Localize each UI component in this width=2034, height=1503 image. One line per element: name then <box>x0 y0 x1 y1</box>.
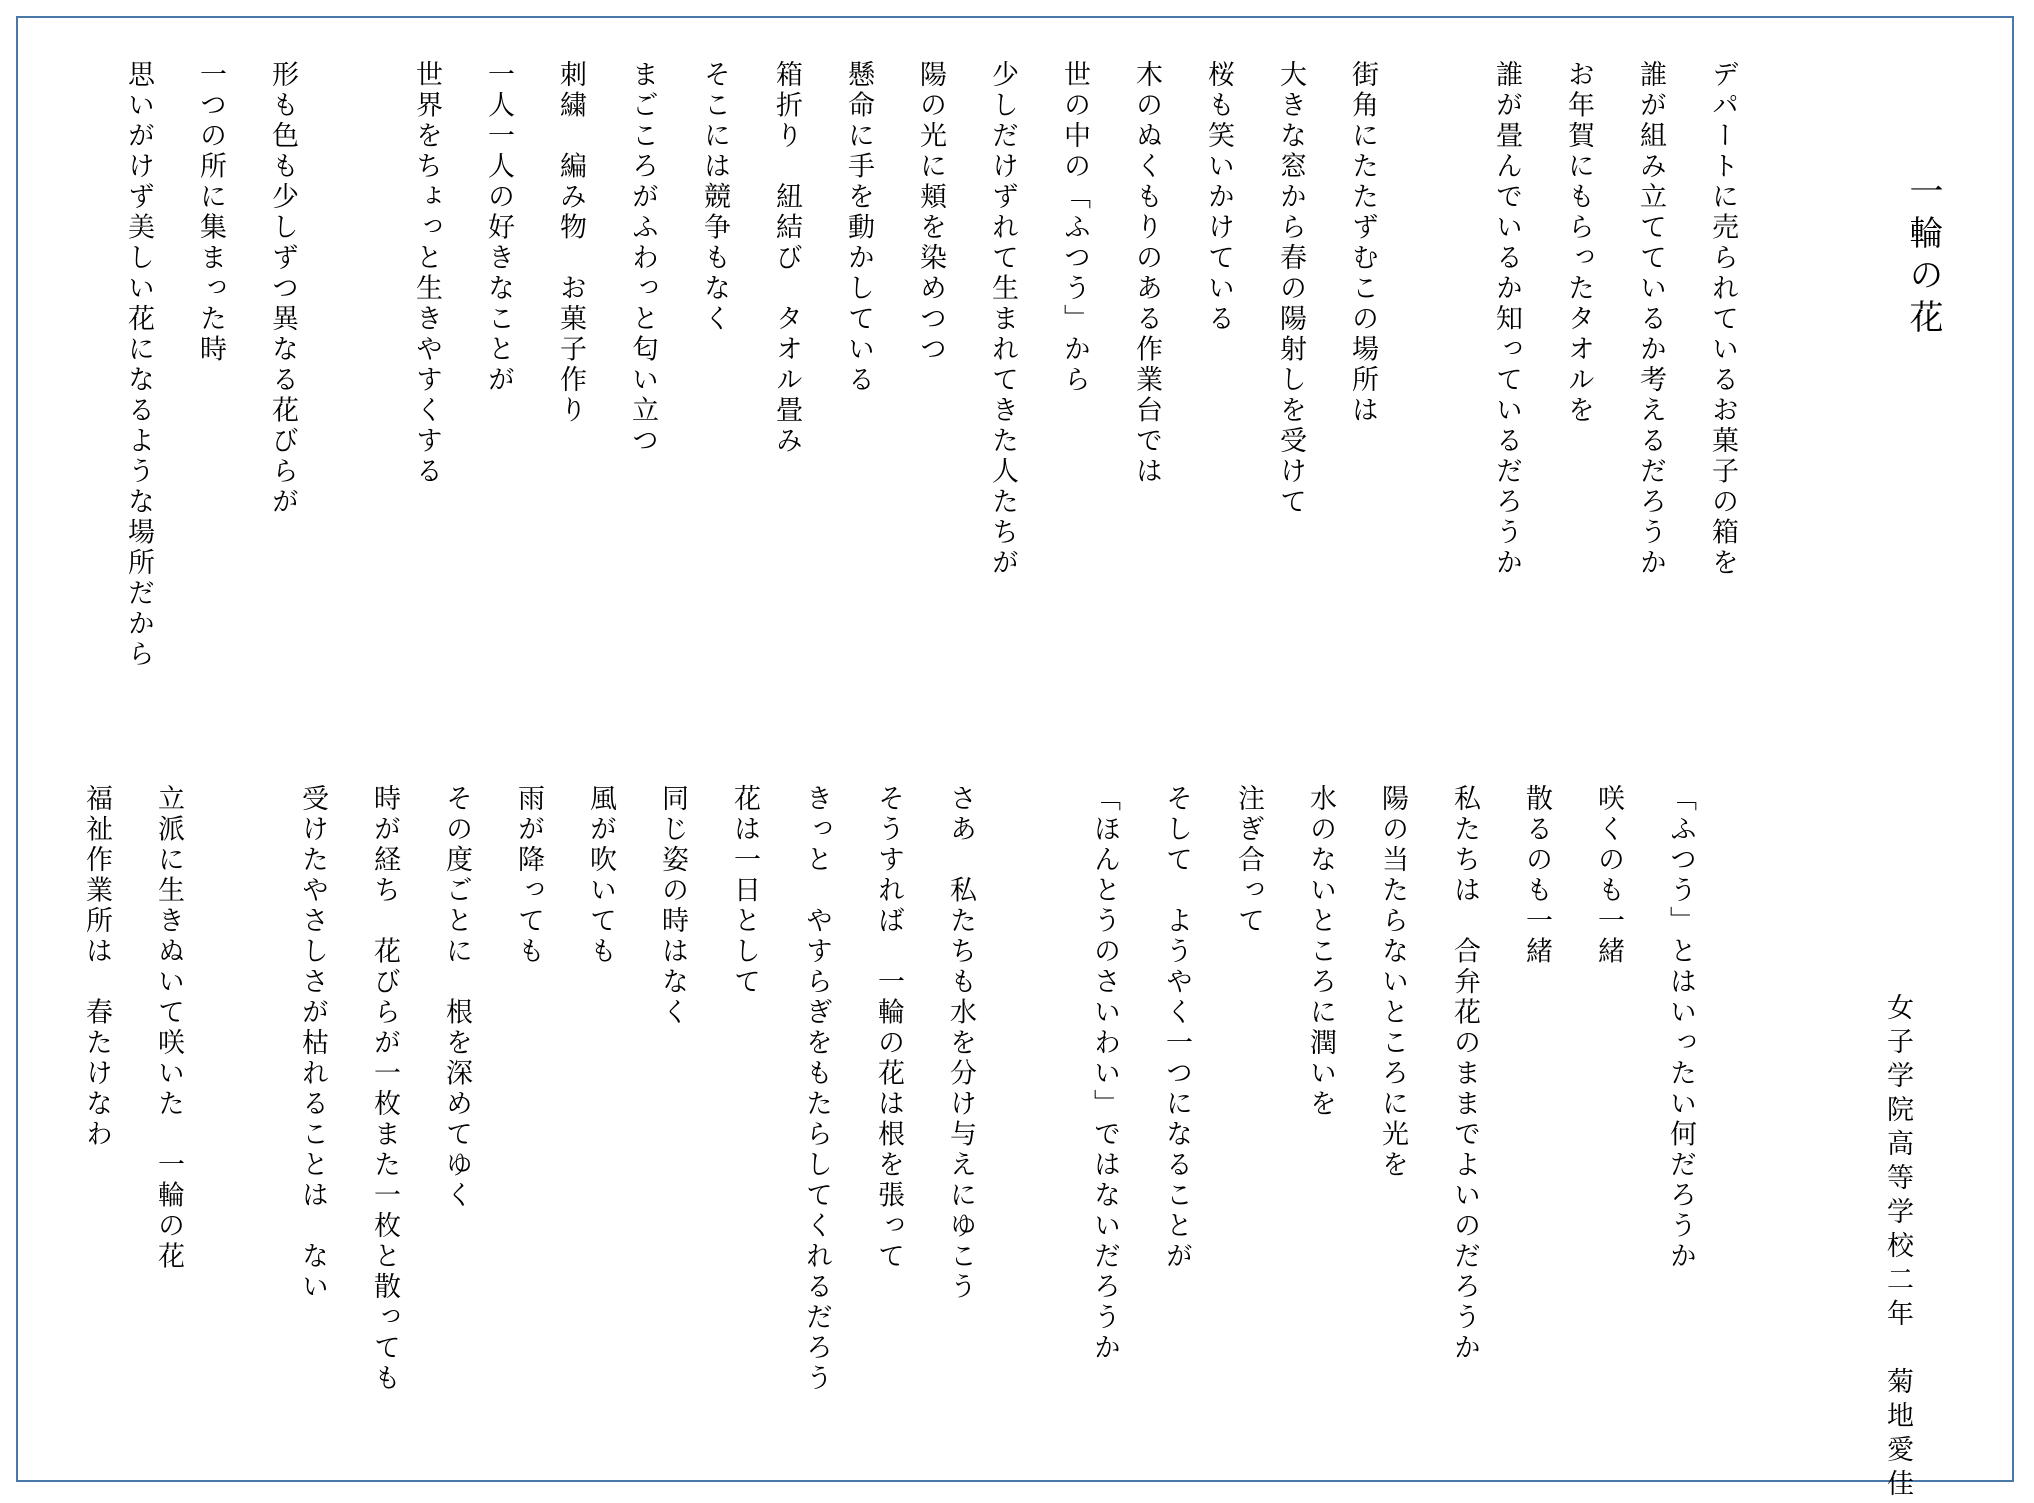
poem-line: 陽の当たらないところに光を <box>1377 784 1408 1181</box>
poem-line: 桜も笑いかけている <box>1203 60 1234 335</box>
poem-line: 懸命に手を動かしている <box>843 60 874 396</box>
poem-line: 陽の光に頬を染めつつ <box>915 60 946 365</box>
poem-line: 一つの所に集まった時 <box>195 60 226 365</box>
poem-line: さあ 私たちも水を分け与えにゆこう <box>945 784 976 1303</box>
poem-line: 形も色も少しずつ異なる花びらが <box>267 60 298 518</box>
poem-line: 注ぎ合って <box>1233 784 1264 937</box>
poem-line: きっと やすらぎをもたらしてくれるだろう <box>801 784 832 1394</box>
poem-line: 福祉作業所は 春たけなわ <box>81 784 112 1150</box>
poem-line: 「ふつう」とはいったい何だろうか <box>1665 784 1696 1272</box>
poem-line: そこには競争もなく <box>699 60 730 335</box>
poem-line: 誰が畳んでいるか知っているだろうか <box>1491 60 1522 579</box>
poem-line: 時が経ち 花びらが一枚また一枚と散っても <box>369 784 400 1394</box>
poem-line: 「ほんとうのさいわい」ではないだろうか <box>1089 784 1120 1364</box>
poem-line: 水のないところに潤いを <box>1305 784 1336 1120</box>
poem-line: 思いがけず美しい花になるような場所だから <box>123 60 154 670</box>
poem-line: その度ごとに 根を深めてゆく <box>441 784 472 1211</box>
poem-line: 誰が組み立てているか考えるだろうか <box>1635 60 1666 579</box>
poem-line: そして ようやく一つになることが <box>1161 784 1192 1272</box>
poem-line: 木のぬくもりのある作業台では <box>1131 60 1162 487</box>
poem-line: 咲くのも一緒 <box>1593 784 1624 967</box>
poem-line: 受けたやさしさが枯れることは ない <box>297 784 328 1303</box>
poem-frame <box>16 16 2014 1503</box>
poem-line: まごころがふわっと匂い立つ <box>627 60 658 457</box>
poem-line: 私たちは 合弁花のままでよいのだろうか <box>1449 784 1480 1364</box>
poem-title: 一輪の花 <box>1903 173 1943 341</box>
poem-line: 花は一日として <box>729 784 760 998</box>
poem-line: 少しだけずれて生まれてきた人たちが <box>987 60 1018 579</box>
poem-line: 街角にたたずむこの場所は <box>1347 60 1378 426</box>
poem-line: 立派に生きぬいて咲いた 一輪の花 <box>153 784 184 1272</box>
poem-line: 散るのも一緒 <box>1521 784 1552 967</box>
poem-author: 女子学院高等学校二年 菊地愛佳 <box>1882 993 1913 1503</box>
poem-line: 刺繍 編み物 お菓子作り <box>555 60 586 426</box>
poem-line: 同じ姿の時はなく <box>657 784 688 1028</box>
poem-line: 世の中の「ふつう」から <box>1059 60 1090 396</box>
poem-line: 世界をちょっと生きやすくする <box>411 60 442 487</box>
poem-line: 風が吹いても <box>585 784 616 967</box>
poem-line: 一人一人の好きなことが <box>483 60 514 396</box>
poem-line: 箱折り 紐結び タオル畳み <box>771 60 802 457</box>
poem-line: デパートに売られているお菓子の箱を <box>1707 60 1738 579</box>
poem-line: そうすれば 一輪の花は根を張って <box>873 784 904 1272</box>
poem-line: お年賀にもらったタオルを <box>1563 60 1594 426</box>
poem-line: 大きな窓から春の陽射しを受けて <box>1275 60 1306 518</box>
poem-line: 雨が降っても <box>513 784 544 967</box>
